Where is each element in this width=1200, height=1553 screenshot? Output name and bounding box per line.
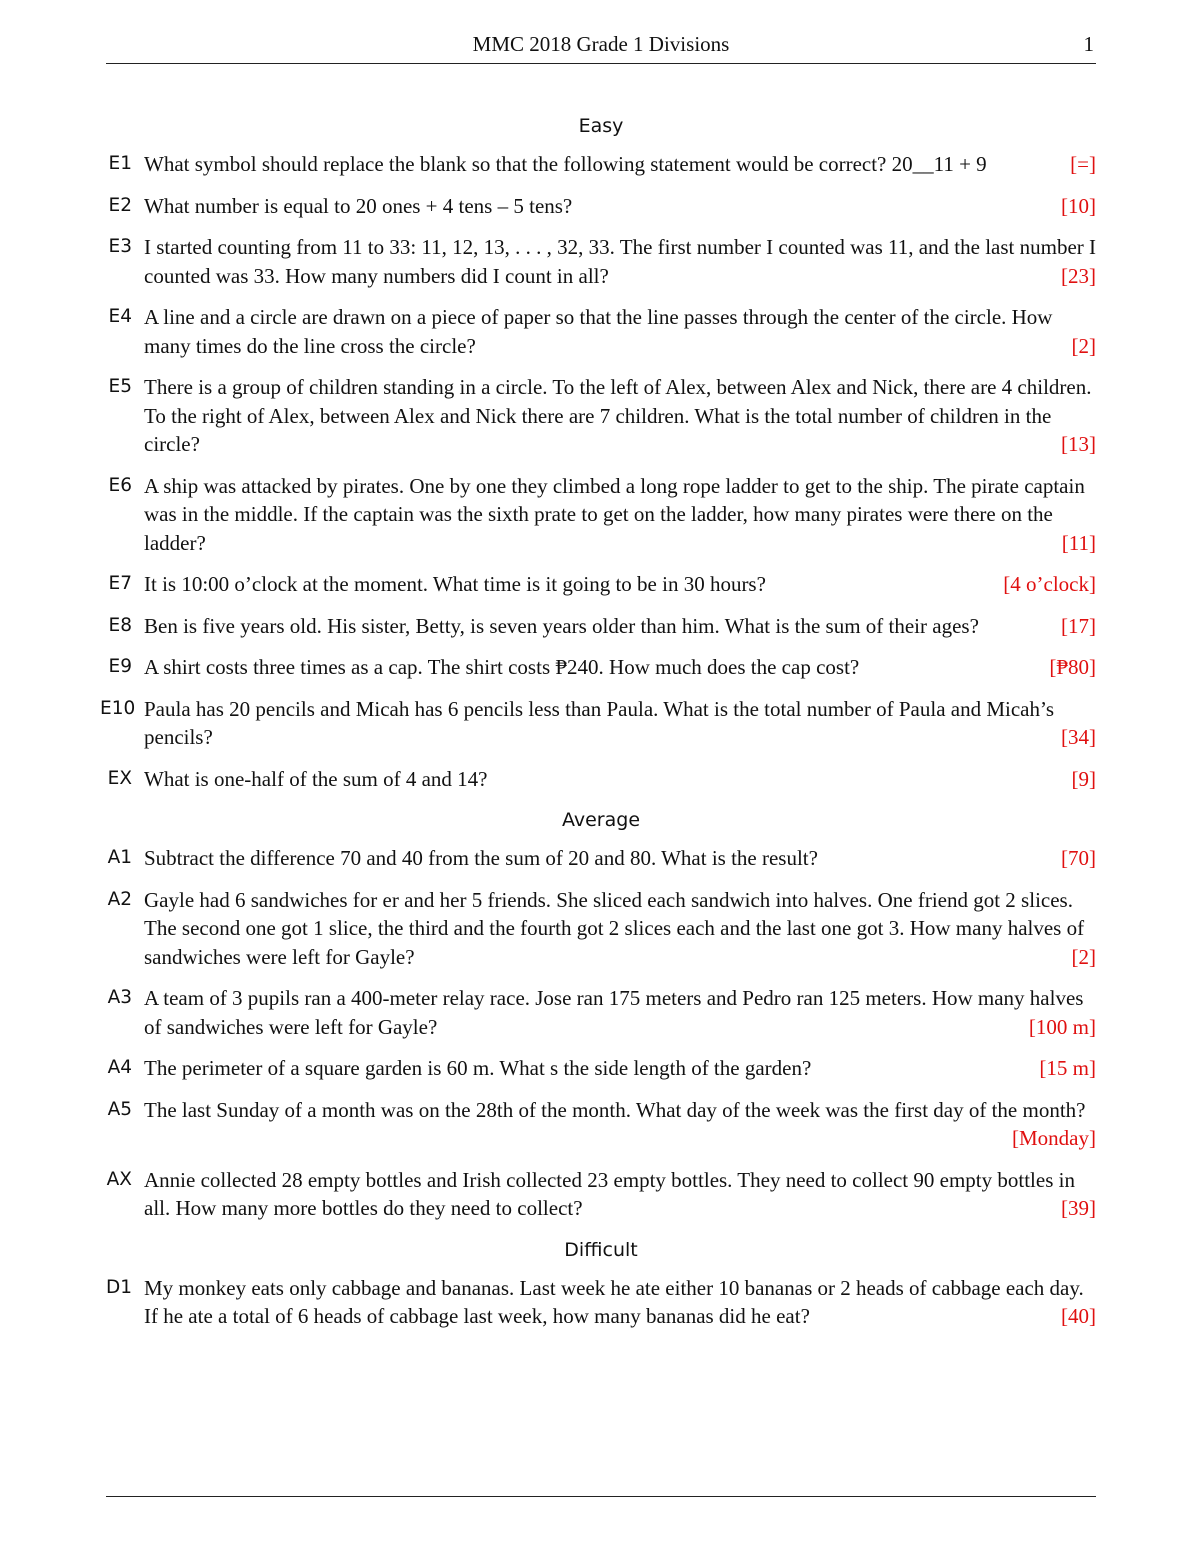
section-heading: Average bbox=[561, 809, 641, 831]
problem-item bbox=[106, 192, 1096, 221]
problem-item bbox=[106, 886, 1096, 972]
section-heading: Difficult bbox=[564, 1238, 638, 1261]
problem-answer: [17] bbox=[1061, 613, 1096, 638]
problem-text: Gayle had 6 sandwiches for er and her 5 friends. She sliced each sandwich into halves. One friend got 2 slices. The second one got 1 slice, the third and the fourth got 2 slices each and the last one got 3. How many halves of sandwiches were left for Gayle? [2] bbox=[144, 888, 1084, 969]
problem-label: E4 bbox=[108, 306, 132, 327]
problem-text: The perimeter of a square garden is 60 m. What s the side length of the garden? [15 m] bbox=[144, 1056, 811, 1080]
problem-text: There is a group of children standing in a circle. To the left of Alex, between Alex and Nick, there are 4 children. To the right of Alex, between Alex and Nick there are 7 children. What is the total number of children in the circle? [13] bbox=[144, 375, 1091, 456]
problem-text: I started counting from 11 to 33: 11, 12, 13, . . . , 32, 33. The first number I counted was 11, and the last number I counted was 33. How many numbers did I count in all? [23] bbox=[144, 235, 1096, 288]
problem-text: What is one-half of the sum of 4 and 14? [9] bbox=[144, 767, 488, 791]
problem-text: A ship was attacked by pirates. One by one they climbed a long rope ladder to get to the ship. The pirate captain was in the middle. If the captain was the sixth prate to get on the ladder, how many pirates were there on the ladder? [11] bbox=[144, 474, 1085, 555]
problem-text: Subtract the difference 70 and 40 from the sum of 20 and 80. What is the result? [70] bbox=[144, 846, 818, 870]
problem-answer: [100 m] bbox=[1028, 1014, 1096, 1039]
problem-label: E7 bbox=[108, 573, 132, 594]
footer-rule bbox=[106, 1496, 1096, 1497]
problem-item bbox=[106, 472, 1096, 558]
problem-label: E8 bbox=[108, 614, 132, 636]
problem-text: It is 10:00 o’clock at the moment. What time is it going to be in 30 hours? [4 o’clock] bbox=[144, 572, 766, 596]
problem-answer: [15 m] bbox=[1039, 1056, 1096, 1080]
problem-item bbox=[106, 765, 1096, 794]
problem-label: E9 bbox=[108, 656, 132, 677]
problem-answer: [39] bbox=[1061, 1196, 1096, 1220]
problem-label: E1 bbox=[108, 153, 132, 174]
problem-text: Annie collected 28 empty bottles and Irish collected 23 empty bottles. They need to collect 90 empty bottles in all. How many more bottles do they need to collect? [39] bbox=[144, 1168, 1075, 1221]
problem-label: A3 bbox=[107, 987, 132, 1008]
page-header bbox=[106, 30, 1096, 64]
problem-item bbox=[106, 303, 1096, 360]
problem-label: AX bbox=[106, 1168, 132, 1190]
problem-label: E5 bbox=[108, 376, 132, 397]
problem-label: E10 bbox=[100, 697, 136, 719]
problem-item bbox=[106, 233, 1096, 290]
problem-text: What symbol should replace the blank so that the following statement would be correct? 20__11 + 9 [=] bbox=[144, 152, 987, 176]
problem-answer: [2] bbox=[1071, 333, 1096, 358]
problem-label: EX bbox=[107, 767, 132, 789]
problem-answer: [9] bbox=[1071, 766, 1096, 791]
problem-item bbox=[106, 1096, 1096, 1153]
problem-item bbox=[106, 612, 1096, 641]
problem-text: Ben is five years old. His sister, Betty, is seven years older than him. What is the sum of their ages? [17] bbox=[144, 614, 979, 638]
problem-text: A shirt costs three times as a cap. The shirt costs ₱240. How much does the cap cost? [₱80] bbox=[144, 655, 859, 679]
problem-answer: [10] bbox=[1061, 193, 1096, 218]
problem-item bbox=[106, 984, 1096, 1041]
problem-answer: [40] bbox=[1061, 1304, 1096, 1328]
problem-answer: [₱80] bbox=[1049, 655, 1096, 679]
problem-answer: [Monday] bbox=[1012, 1126, 1096, 1150]
document-title: MMC 2018 Grade 1 Divisions bbox=[472, 32, 730, 56]
problem-label: E6 bbox=[108, 474, 132, 496]
problem-answer: [4 o’clock] bbox=[1003, 572, 1096, 596]
problem-answer: [11] bbox=[1061, 530, 1096, 555]
problem-label: A1 bbox=[107, 847, 132, 868]
problem-item bbox=[106, 653, 1096, 682]
problem-item bbox=[106, 1274, 1096, 1331]
problem-answer: [2] bbox=[1071, 944, 1096, 969]
problem-item bbox=[106, 373, 1096, 459]
problem-list bbox=[100, 104, 1097, 1344]
problem-answer: [=] bbox=[1070, 152, 1096, 176]
problem-text: A line and a circle are drawn on a piece of paper so that the line passes through the center of the circle. How many times do the line cross the circle? [2] bbox=[144, 305, 1052, 358]
problem-label: E3 bbox=[108, 236, 132, 257]
problem-text: The last Sunday of a month was on the 28th of the month. What day of the week was the first day of the month? [Monday] bbox=[144, 1098, 1085, 1122]
problem-label: A4 bbox=[107, 1057, 132, 1078]
problem-item bbox=[100, 695, 1096, 752]
problem-label: D1 bbox=[105, 1276, 132, 1298]
problem-answer: [34] bbox=[1061, 725, 1096, 749]
problem-answer: [23] bbox=[1061, 263, 1096, 288]
problem-label: A5 bbox=[107, 1098, 132, 1120]
problem-item bbox=[106, 150, 1096, 179]
problem-answer: [13] bbox=[1061, 432, 1096, 456]
problem-answer: [70] bbox=[1061, 846, 1096, 870]
problem-item bbox=[106, 570, 1096, 599]
problem-label: A2 bbox=[107, 888, 132, 910]
problem-item bbox=[106, 844, 1096, 873]
problem-text: What number is equal to 20 ones + 4 tens – 5 tens? [10] bbox=[144, 194, 572, 218]
section-heading: Easy bbox=[578, 115, 624, 137]
page-number: 1 bbox=[1083, 32, 1094, 56]
problem-item bbox=[106, 1054, 1096, 1083]
problem-item bbox=[106, 1166, 1096, 1223]
problem-label: E2 bbox=[108, 194, 132, 216]
problem-text: My monkey eats only cabbage and bananas. Last week he ate either 10 bananas or 2 heads of cabbage each day. If he ate a total of 6 heads of cabbage last week, how many bananas did he eat? [40] bbox=[144, 1276, 1084, 1329]
problem-text: A team of 3 pupils ran a 400-meter relay race. Jose ran 175 meters and Pedro ran 125 meters. How many halves of sandwiches were left for Gayle? [100 m] bbox=[144, 986, 1083, 1039]
problem-text: Paula has 20 pencils and Micah has 6 pencils less than Paula. What is the total number of Paula and Micah’s pencils? [34] bbox=[144, 697, 1054, 750]
